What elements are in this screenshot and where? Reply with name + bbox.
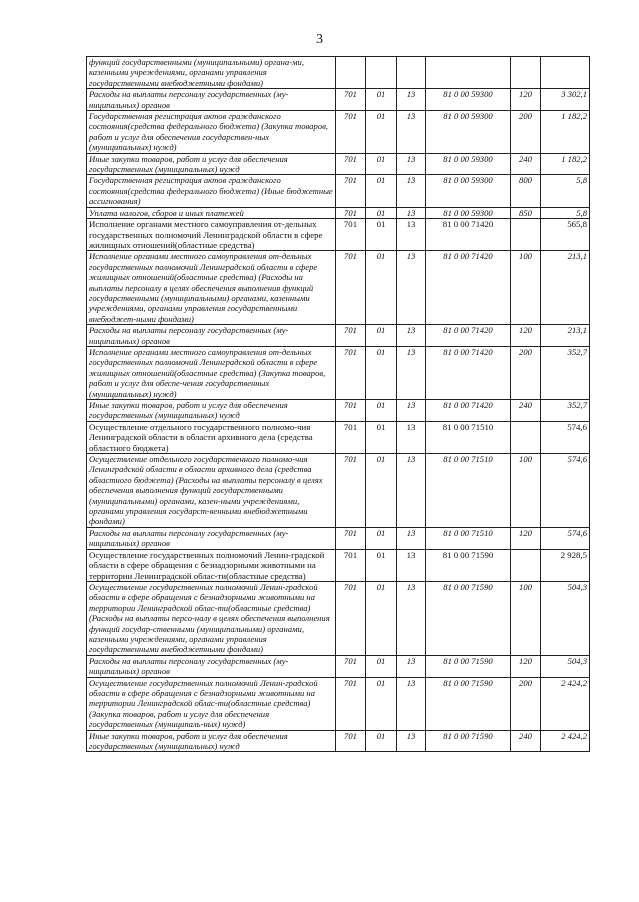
table-row xyxy=(87,219,590,251)
table-row xyxy=(87,111,590,154)
row-name-cell: Уплата налогов, сборов и иных платежей xyxy=(87,207,336,218)
row-podrazdel-cell: 13 xyxy=(397,400,426,422)
row-razdel-cell: 01 xyxy=(366,454,397,528)
row-target-article-cell: 81 0 00 71510 xyxy=(426,527,511,549)
row-name-cell: Государственная регистрация актов гражданского состояния(средства федерального бюджета) (Закупка товаров, работ и услуг для обеспечения государствен-ных (муниципальных) нужд) xyxy=(87,111,336,154)
row-razdel-cell: 01 xyxy=(366,207,397,218)
row-amount-cell: 504,3 xyxy=(541,655,590,677)
row-razdel-cell: 01 xyxy=(366,421,397,453)
row-podrazdel-cell: 13 xyxy=(397,325,426,347)
row-expense-type-cell xyxy=(511,219,541,251)
row-grbs-cell: 701 xyxy=(336,677,366,730)
row-target-article-cell: 81 0 00 71590 xyxy=(426,730,511,752)
row-name-cell: Расходы на выплаты персоналу государственных (му-ниципальных) органов xyxy=(87,325,336,347)
row-name-cell: Расходы на выплаты персоналу государственных (му-ниципальных) органов xyxy=(87,527,336,549)
row-target-article-cell: 81 0 00 71420 xyxy=(426,251,511,325)
row-expense-type-cell: 200 xyxy=(511,346,541,399)
row-expense-type-cell: 120 xyxy=(511,655,541,677)
row-amount-cell: 3 302,1 xyxy=(541,89,590,111)
row-podrazdel-cell: 13 xyxy=(397,251,426,325)
row-expense-type-cell: 200 xyxy=(511,111,541,154)
row-expense-type-cell xyxy=(511,421,541,453)
row-amount-cell: 352,7 xyxy=(541,346,590,399)
row-razdel-cell: 01 xyxy=(366,549,397,581)
row-expense-type-cell: 240 xyxy=(511,153,541,175)
row-grbs-cell: 701 xyxy=(336,655,366,677)
table-row xyxy=(87,730,590,752)
row-expense-type-cell: 120 xyxy=(511,527,541,549)
row-expense-type-cell: 100 xyxy=(511,454,541,528)
row-podrazdel-cell: 13 xyxy=(397,730,426,752)
row-target-article-cell: 81 0 00 71590 xyxy=(426,549,511,581)
row-razdel-cell: 01 xyxy=(366,527,397,549)
row-razdel-cell: 01 xyxy=(366,677,397,730)
row-name-cell: функций государственными (муниципальными) органа-ми, казенными учреждениями, органами управления государственными внебюджетными фондами) xyxy=(87,57,336,89)
row-grbs-cell: 701 xyxy=(336,219,366,251)
row-target-article-cell: 81 0 00 71420 xyxy=(426,346,511,399)
row-name-cell: Исполнение органами местного самоуправления от-дельных государственных полномочий Ленинградской области в сфере жилищных отношений(областные средства) xyxy=(87,219,336,251)
row-name-cell: Осуществление государственных полномочий Ленин-градской области в сфере обращения с безнадзорными животными на территории Ленинградской облас-ти(областные средства) (Закупка товаров, работ и услуг для обеспечения государственных (муниципаль-ных) нужд) xyxy=(87,677,336,730)
table-row xyxy=(87,57,590,89)
row-name-cell: Государственная регистрация актов гражданского состояния(средства федерального бюджета) (Иные бюджетные ассигнования) xyxy=(87,175,336,207)
row-amount-cell xyxy=(541,57,590,89)
table-row xyxy=(87,207,590,218)
row-target-article-cell: 81 0 00 71510 xyxy=(426,454,511,528)
row-expense-type-cell: 240 xyxy=(511,400,541,422)
row-name-cell: Осуществление отдельного государственного полномо-чия Ленинградской области в области архивного дела (средства областного бюджета) (Расходы на выплаты персоналу в целях обеспечения выполнения функций государственными (муниципальными) органами, казен-ными учреждениями, органами управления государст-венными внебюджетными фондами) xyxy=(87,454,336,528)
page-number: 3 xyxy=(316,32,323,47)
row-expense-type-cell: 850 xyxy=(511,207,541,218)
row-podrazdel-cell: 13 xyxy=(397,454,426,528)
row-razdel-cell xyxy=(366,57,397,89)
row-amount-cell: 574,6 xyxy=(541,527,590,549)
row-expense-type-cell: 240 xyxy=(511,730,541,752)
table-row xyxy=(87,325,590,347)
table-row xyxy=(87,677,590,730)
row-expense-type-cell: 100 xyxy=(511,581,541,655)
row-target-article-cell: 81 0 00 71420 xyxy=(426,325,511,347)
row-razdel-cell: 01 xyxy=(366,730,397,752)
row-target-article-cell: 81 0 00 59300 xyxy=(426,111,511,154)
row-target-article-cell xyxy=(426,57,511,89)
row-target-article-cell: 81 0 00 71420 xyxy=(426,219,511,251)
row-name-cell: Осуществление отдельного государственного полномо-чия Ленинградской области в области архивного дела (средства областного бюджета) xyxy=(87,421,336,453)
row-podrazdel-cell: 13 xyxy=(397,219,426,251)
row-amount-cell: 1 182,2 xyxy=(541,153,590,175)
row-podrazdel-cell: 13 xyxy=(397,655,426,677)
table-row xyxy=(87,581,590,655)
row-name-cell: Иные закупки товаров, работ и услуг для обеспечения государственных (муниципальных) нужд xyxy=(87,153,336,175)
row-amount-cell: 1 182,2 xyxy=(541,111,590,154)
row-podrazdel-cell: 13 xyxy=(397,111,426,154)
row-target-article-cell: 81 0 00 71420 xyxy=(426,400,511,422)
row-name-cell: Осуществление государственных полномочий Ленин-градской области в сфере обращения с безнадзорными животными на территории Ленинградской облас-ти(областные средства) (Расходы на выплаты персо-налу в целях обеспечения выполнения функций государ-ственными (муниципальными) органами, казенными учреждениями, органами управления государственными внебюджетными фондами) xyxy=(87,581,336,655)
row-podrazdel-cell: 13 xyxy=(397,527,426,549)
row-name-cell: Расходы на выплаты персоналу государственных (му-ниципальных) органов xyxy=(87,89,336,111)
table-row xyxy=(87,251,590,325)
budget-table xyxy=(86,56,590,752)
table-row xyxy=(87,175,590,207)
row-grbs-cell: 701 xyxy=(336,581,366,655)
row-grbs-cell: 701 xyxy=(336,421,366,453)
row-podrazdel-cell: 13 xyxy=(397,346,426,399)
table-row xyxy=(87,89,590,111)
row-razdel-cell: 01 xyxy=(366,581,397,655)
row-podrazdel-cell xyxy=(397,57,426,89)
row-grbs-cell: 701 xyxy=(336,175,366,207)
row-expense-type-cell xyxy=(511,57,541,89)
row-target-article-cell: 81 0 00 71590 xyxy=(426,655,511,677)
row-grbs-cell: 701 xyxy=(336,111,366,154)
row-podrazdel-cell: 13 xyxy=(397,549,426,581)
row-grbs-cell: 701 xyxy=(336,325,366,347)
row-grbs-cell: 701 xyxy=(336,346,366,399)
table-row xyxy=(87,346,590,399)
row-name-cell: Осуществление государственных полномочий Ленин-градской области в сфере обращения с безнадзорными животными на территории Ленинградской облас-ти(областные средства) xyxy=(87,549,336,581)
row-name-cell: Иные закупки товаров, работ и услуг для обеспечения государственных (муниципальных) нужд xyxy=(87,730,336,752)
row-name-cell: Иные закупки товаров, работ и услуг для обеспечения государственных (муниципальных) нужд xyxy=(87,400,336,422)
table-row xyxy=(87,400,590,422)
row-grbs-cell: 701 xyxy=(336,400,366,422)
row-name-cell: Исполнение органами местного самоуправления от-дельных государственных полномочий Ленинградской области в сфере жилищных отношений(областные средства) (Закупка товаров, работ и услуг для обеспе-чения государственных (муниципальных) нужд) xyxy=(87,346,336,399)
row-podrazdel-cell: 13 xyxy=(397,421,426,453)
row-name-cell: Исполнение органами местного самоуправления от-дельных государственных полномочий Ленинградской области в сфере жилищных отношений(областные средства) (Расходы на выплаты персоналу в целях обеспечения выполнения функций государственными (муниципальными) органами, казенными учреждениями, органами управления государственными внебюджет-ными фондами) xyxy=(87,251,336,325)
row-grbs-cell: 701 xyxy=(336,153,366,175)
row-target-article-cell: 81 0 00 71590 xyxy=(426,581,511,655)
row-amount-cell: 565,8 xyxy=(541,219,590,251)
row-expense-type-cell: 800 xyxy=(511,175,541,207)
row-razdel-cell: 01 xyxy=(366,251,397,325)
row-amount-cell: 574,6 xyxy=(541,421,590,453)
row-amount-cell: 2 424,2 xyxy=(541,730,590,752)
row-expense-type-cell: 120 xyxy=(511,325,541,347)
row-expense-type-cell: 100 xyxy=(511,251,541,325)
row-grbs-cell xyxy=(336,57,366,89)
row-grbs-cell: 701 xyxy=(336,527,366,549)
table-row xyxy=(87,421,590,453)
row-amount-cell: 352,7 xyxy=(541,400,590,422)
table-row xyxy=(87,454,590,528)
row-amount-cell: 574,6 xyxy=(541,454,590,528)
row-expense-type-cell xyxy=(511,549,541,581)
row-amount-cell: 2 928,5 xyxy=(541,549,590,581)
row-expense-type-cell: 120 xyxy=(511,89,541,111)
row-target-article-cell: 81 0 00 71590 xyxy=(426,677,511,730)
row-razdel-cell: 01 xyxy=(366,219,397,251)
budget-table-body xyxy=(87,57,590,752)
row-razdel-cell: 01 xyxy=(366,175,397,207)
row-amount-cell: 5,8 xyxy=(541,207,590,218)
row-podrazdel-cell: 13 xyxy=(397,581,426,655)
row-razdel-cell: 01 xyxy=(366,400,397,422)
row-razdel-cell: 01 xyxy=(366,655,397,677)
row-podrazdel-cell: 13 xyxy=(397,677,426,730)
row-target-article-cell: 81 0 00 71510 xyxy=(426,421,511,453)
row-target-article-cell: 81 0 00 59300 xyxy=(426,89,511,111)
row-amount-cell: 213,1 xyxy=(541,325,590,347)
row-grbs-cell: 701 xyxy=(336,207,366,218)
row-grbs-cell: 701 xyxy=(336,89,366,111)
row-podrazdel-cell: 13 xyxy=(397,175,426,207)
row-podrazdel-cell: 13 xyxy=(397,153,426,175)
row-grbs-cell: 701 xyxy=(336,454,366,528)
row-amount-cell: 213,1 xyxy=(541,251,590,325)
row-grbs-cell: 701 xyxy=(336,730,366,752)
row-razdel-cell: 01 xyxy=(366,346,397,399)
row-amount-cell: 5,8 xyxy=(541,175,590,207)
row-amount-cell: 2 424,2 xyxy=(541,677,590,730)
row-target-article-cell: 81 0 00 59300 xyxy=(426,175,511,207)
row-podrazdel-cell: 13 xyxy=(397,207,426,218)
row-grbs-cell: 701 xyxy=(336,549,366,581)
table-row xyxy=(87,527,590,549)
table-row xyxy=(87,549,590,581)
row-razdel-cell: 01 xyxy=(366,89,397,111)
row-target-article-cell: 81 0 00 59300 xyxy=(426,207,511,218)
table-row xyxy=(87,153,590,175)
row-amount-cell: 504,3 xyxy=(541,581,590,655)
row-razdel-cell: 01 xyxy=(366,325,397,347)
row-target-article-cell: 81 0 00 59300 xyxy=(426,153,511,175)
row-razdel-cell: 01 xyxy=(366,153,397,175)
row-expense-type-cell: 200 xyxy=(511,677,541,730)
row-podrazdel-cell: 13 xyxy=(397,89,426,111)
table-row xyxy=(87,655,590,677)
row-name-cell: Расходы на выплаты персоналу государственных (му-ниципальных) органов xyxy=(87,655,336,677)
row-razdel-cell: 01 xyxy=(366,111,397,154)
row-grbs-cell: 701 xyxy=(336,251,366,325)
